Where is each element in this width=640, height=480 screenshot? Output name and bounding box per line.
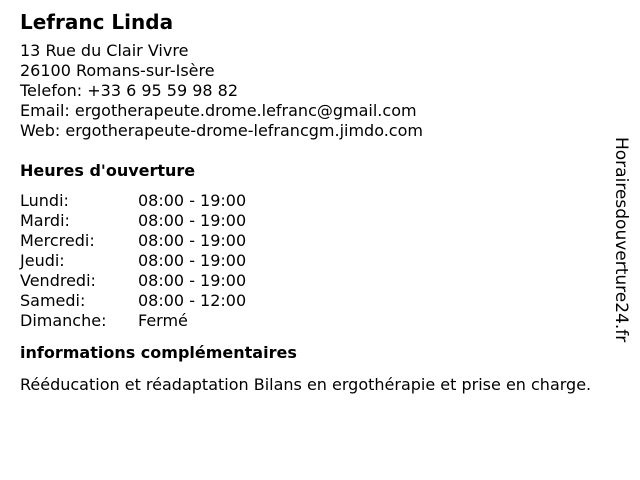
day-label: Vendredi: <box>20 271 96 290</box>
hours-row-thursday <box>20 251 246 271</box>
hours-row-monday <box>20 191 246 211</box>
day-label: Dimanche: <box>20 311 107 330</box>
opening-hours-heading: Heures d'ouverture <box>20 161 196 180</box>
hours-row-tuesday <box>20 211 246 231</box>
day-label: Mercredi: <box>20 231 95 250</box>
time-value: 08:00 - 19:00 <box>138 231 247 250</box>
time-value: Fermé <box>138 311 188 330</box>
city-address: 26100 Romans-sur-Isère <box>20 61 215 80</box>
time-value: 08:00 - 19:00 <box>138 211 247 230</box>
time-value: 08:00 - 19:00 <box>138 251 247 270</box>
site-watermark <box>610 137 632 345</box>
hours-row-wednesday <box>20 231 246 251</box>
additional-info-heading: informations complémentaires <box>20 343 297 362</box>
phone-line: Telefon: +33 6 95 59 98 82 <box>20 81 239 100</box>
day-label: Samedi: <box>20 291 86 310</box>
opening-hours-table <box>20 191 246 331</box>
street-address: 13 Rue du Clair Vivre <box>20 41 189 60</box>
day-label: Lundi: <box>20 191 69 210</box>
web-line: Web: ergotherapeute-drome-lefrancgm.jimdo.com <box>20 121 423 140</box>
time-value: 08:00 - 12:00 <box>138 291 247 310</box>
hours-row-friday <box>20 271 246 291</box>
watermark-text: Horairesdouverture24.fr <box>611 137 631 343</box>
day-label: Mardi: <box>20 211 70 230</box>
day-label: Jeudi: <box>20 251 65 270</box>
hours-row-sunday <box>20 311 246 331</box>
email-line: Email: ergotherapeute.drome.lefranc@gmail.com <box>20 101 417 120</box>
additional-info-text: Rééducation et réadaptation Bilans en ergothérapie et prise en charge. <box>20 375 592 394</box>
time-value: 08:00 - 19:00 <box>138 191 247 210</box>
hours-row-saturday <box>20 291 246 311</box>
business-card <box>20 8 600 395</box>
business-name: Lefranc Linda <box>20 10 174 34</box>
time-value: 08:00 - 19:00 <box>138 271 247 290</box>
